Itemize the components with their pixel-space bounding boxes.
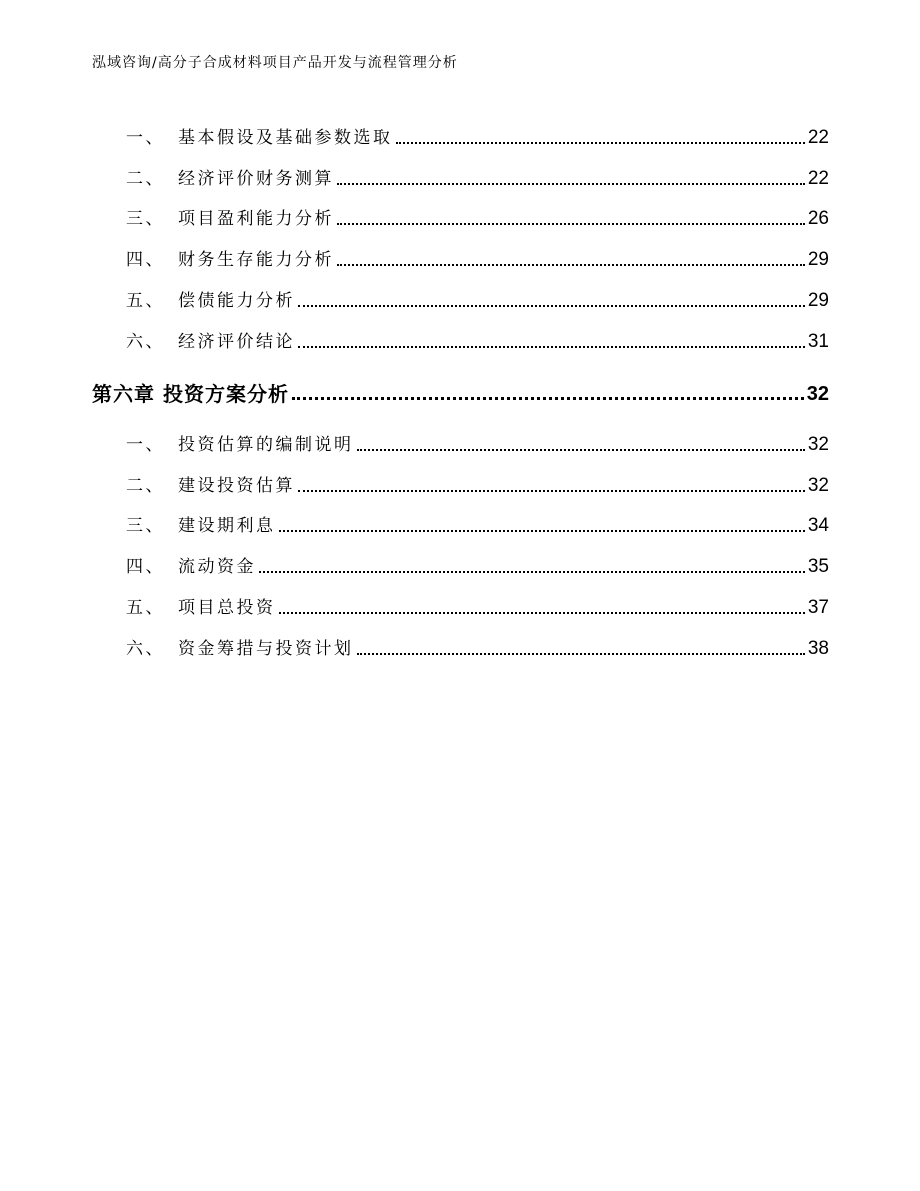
toc-entry-title: 建设投资估算 (178, 476, 295, 496)
toc-page-number: 22 (807, 127, 829, 148)
toc-entry-number: 三、 (126, 516, 165, 536)
toc-entry[interactable] (126, 286, 829, 312)
toc-entry[interactable] (126, 552, 829, 578)
toc-entry-label (126, 331, 295, 353)
toc-entry[interactable] (126, 511, 829, 537)
toc-entry-title: 基本假设及基础参数选取 (178, 128, 393, 148)
toc-page-number: 35 (807, 556, 829, 577)
toc-leader-dots (279, 612, 805, 614)
toc-leader-dots (357, 449, 805, 451)
page-header: 泓域咨询/高分子合成材料项目产品开发与流程管理分析 (92, 55, 458, 71)
toc-leader-dots (396, 142, 805, 144)
toc-page-number: 32 (807, 434, 829, 455)
toc-entry-title: 偿债能力分析 (178, 291, 295, 311)
toc-entry-label (126, 638, 354, 660)
toc-page-number: 22 (807, 168, 829, 189)
toc-leader-dots (357, 653, 805, 655)
toc-entry-title: 项目总投资 (178, 598, 276, 618)
toc-entry-label (126, 597, 276, 619)
toc-entry-label (126, 475, 295, 497)
toc-entry-title: 财务生存能力分析 (178, 250, 334, 270)
toc-entry-title: 投资估算的编制说明 (178, 435, 354, 455)
toc-chapter-entry[interactable] (92, 375, 829, 405)
toc-entry[interactable] (126, 430, 829, 456)
toc-leader-dots (337, 223, 805, 225)
toc-chapter-title: 第六章 投资方案分析 (92, 382, 289, 406)
toc-entry-number: 一、 (126, 435, 165, 455)
toc-page-number: 26 (807, 208, 829, 229)
toc-page-number: 38 (807, 638, 829, 659)
toc-page-number: 34 (807, 515, 829, 536)
toc-page-number: 29 (807, 290, 829, 311)
toc-entry-title: 经济评价财务测算 (178, 169, 334, 189)
toc-leader-dots (337, 264, 805, 266)
toc-entry-label (126, 208, 334, 230)
toc-entry-number: 五、 (126, 598, 165, 618)
toc-page-number: 31 (807, 331, 829, 352)
toc-entry-label (126, 249, 334, 271)
toc-leader-dots (298, 490, 805, 492)
toc-page-number: 32 (807, 475, 829, 496)
toc-entry[interactable] (126, 593, 829, 619)
toc-page-number: 37 (807, 597, 829, 618)
toc-entry-number: 五、 (126, 291, 165, 311)
toc-entry-number: 三、 (126, 209, 165, 229)
toc-leader-dots (298, 346, 805, 348)
toc-entry-label (126, 168, 334, 190)
toc-leader-dots (279, 530, 805, 532)
toc-entry-label (126, 290, 295, 312)
toc-entry-title: 经济评价结论 (178, 332, 295, 352)
toc-leader-dots (259, 571, 805, 573)
toc-entry-label (126, 127, 393, 149)
toc-entry[interactable] (126, 471, 829, 497)
toc-entry[interactable] (126, 164, 829, 190)
toc-leader-dots (337, 183, 805, 185)
toc-entry-number: 二、 (126, 169, 165, 189)
toc-page-number: 29 (807, 249, 829, 270)
toc-entry-number: 六、 (126, 332, 165, 352)
toc-entry-title: 资金筹措与投资计划 (178, 639, 354, 659)
toc-entry-number: 六、 (126, 639, 165, 659)
toc-entry[interactable] (126, 327, 829, 353)
toc-entry-title: 流动资金 (178, 557, 256, 577)
toc-entry[interactable] (126, 123, 829, 149)
toc-entry-number: 四、 (126, 557, 165, 577)
toc-page-number: 32 (806, 383, 829, 405)
toc-entry[interactable] (126, 204, 829, 230)
toc-entry-number: 一、 (126, 128, 165, 148)
toc-entry-label (126, 556, 256, 578)
toc-leader-dots (292, 397, 804, 400)
toc-leader-dots (298, 305, 805, 307)
toc-entry-label (126, 515, 276, 537)
toc-entry-number: 四、 (126, 250, 165, 270)
toc-entry-title: 项目盈利能力分析 (178, 209, 334, 229)
toc-entry-title: 建设期利息 (178, 516, 276, 536)
toc-entry-label (126, 434, 354, 456)
toc-entry[interactable] (126, 634, 829, 660)
toc-entry-number: 二、 (126, 476, 165, 496)
toc-entry[interactable] (126, 245, 829, 271)
